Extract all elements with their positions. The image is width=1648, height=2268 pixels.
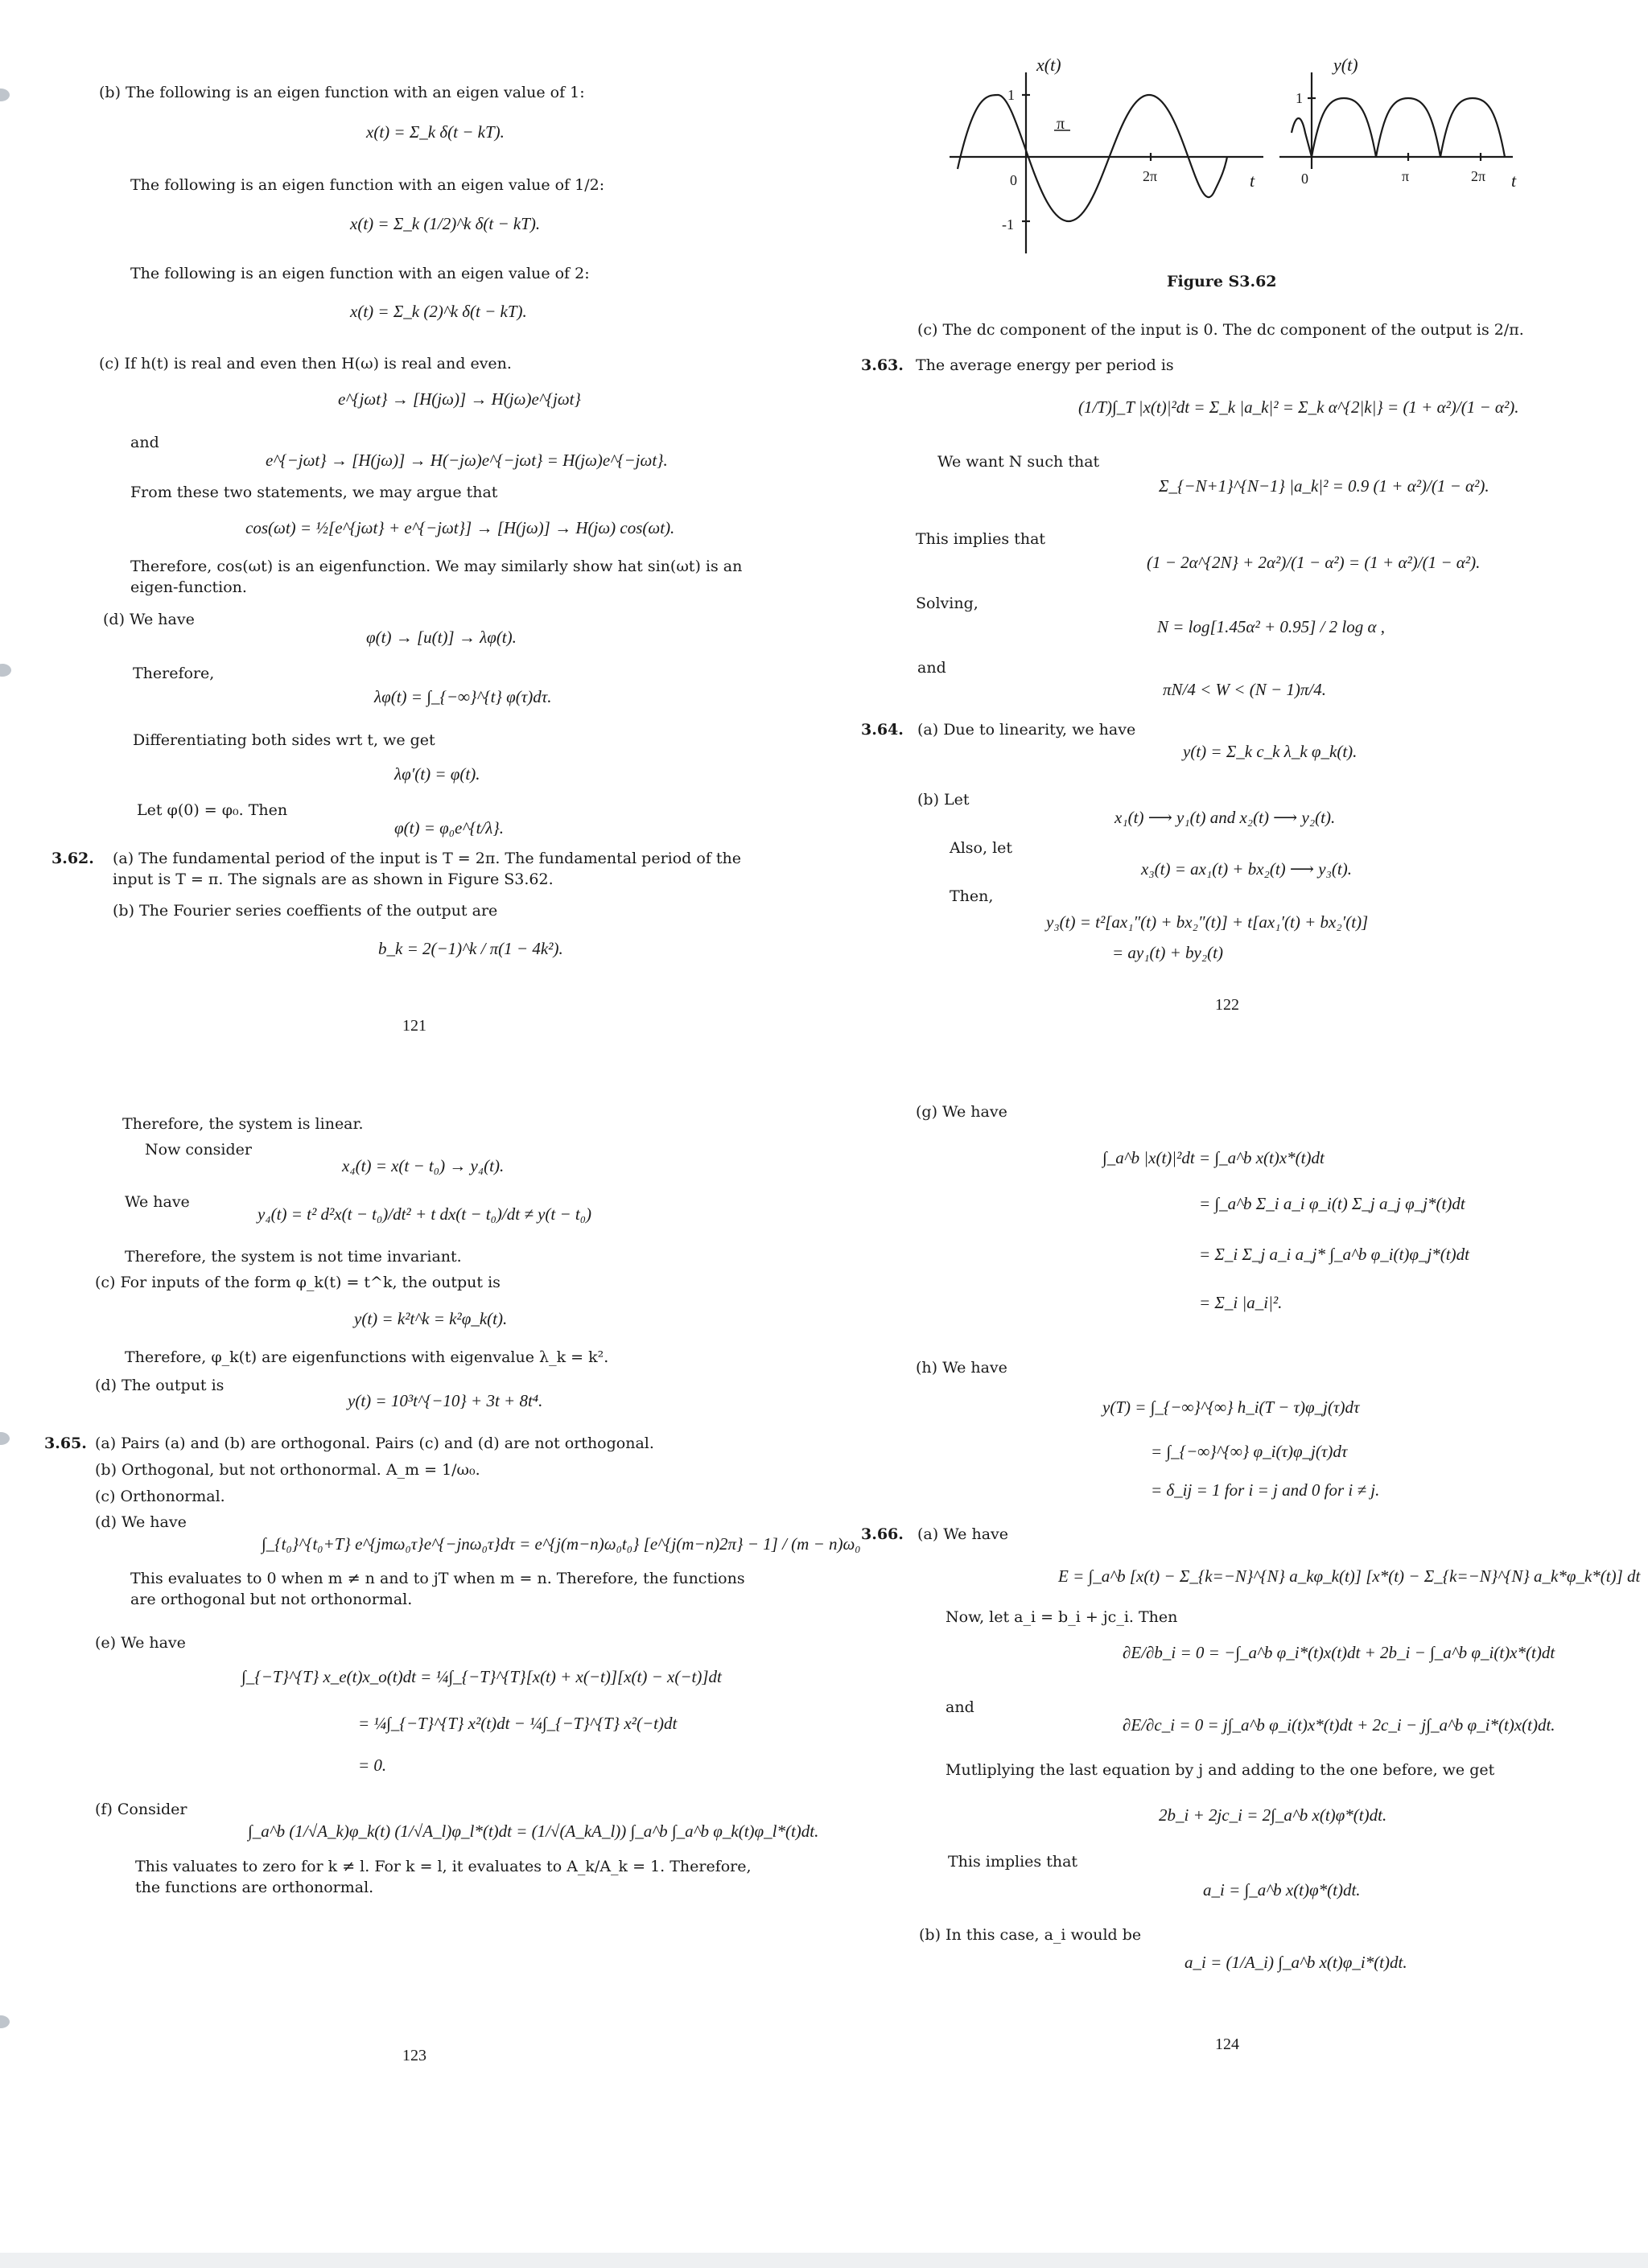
problem-3-62-label: 3.62. (52, 850, 94, 867)
q2-364b: (b) Let (917, 791, 970, 809)
q1-two-intro: The following is an eigen function with an eigen value of 2: (130, 265, 590, 282)
q4-eq-13: a_i = (1/A_i) ∫_a^b x(t)φ_i*(t)dt. (1184, 1953, 1407, 1972)
q4-eq-10: ∂E/∂c_i = 0 = j∫_a^b φ_i(t)x*(t)dt + 2c_i − j∫_a^b φ_i*(t)x(t)dt. (1123, 1715, 1555, 1735)
q4-eq-11: 2b_i + 2jc_i = 2∫_a^b x(t)φ*(t)dt. (1159, 1805, 1387, 1825)
q3-365c: (c) Orthonormal. (95, 1488, 225, 1505)
q2-eq-7: x₁(t) ⟶ y₁(t) and x₂(t) ⟶ y₂(t). (1114, 808, 1336, 827)
q1-differentiating: Differentiating both sides wrt t, we get (133, 731, 435, 749)
q4-eq-2: = ∫_a^b Σ_i a_i φ_i(t) Σ_j a_j φ_j*(t)dt (1199, 1194, 1465, 1213)
q1-c-intro: (c) If h(t) is real and even then H(ω) is real and even. (99, 355, 512, 373)
q3-e: (e) We have (95, 1634, 186, 1652)
q3-f: (f) Consider (95, 1801, 187, 1818)
x-cosine-wave (958, 95, 1227, 221)
q4-eq-4: = Σ_i |a_i|². (1199, 1293, 1283, 1312)
q3-eq-5: ∫_{t₀}^{t₀+T} e^{jmω₀τ}e^{−jnω₀τ}dτ = e^{j(m−n)ω₀t₀} [e^{j(m−n)2π} − 1] / (m − n)ω₀ (262, 1534, 861, 1554)
q4-366a: (a) We have (917, 1525, 1008, 1543)
y-plot-zero: 0 (1301, 171, 1308, 187)
x-plot-title: x(t) (1036, 55, 1061, 75)
q4-multiplying: Mutliplying the last equation by j and adding to the one before, we get (946, 1761, 1495, 1779)
page-number-121: 121 (402, 1017, 426, 1035)
q1-eq-1: x(t) = Σ_k δ(t − kT). (366, 122, 505, 142)
q2-eq-4: N = log[1.45α² + 0.95] / 2 log α , (1157, 617, 1386, 636)
q1-therefore: Therefore, (133, 665, 215, 682)
x-plot-ymin: -1 (1002, 216, 1014, 233)
q1-eq-7: φ(t) → [u(t)] → λφ(t). (366, 628, 517, 647)
x-plot-pi: π (1057, 115, 1065, 133)
problem-3-63-label: 3.63. (861, 356, 904, 374)
q1-eq-8: λφ(t) = ∫_{−∞}^{t} φ(τ)dτ. (374, 687, 552, 706)
q2-eq-3: (1 − 2α^{2N} + 2α²)/(1 − α²) = (1 + α²)/(1 − α²). (1147, 553, 1481, 572)
q1-b-intro: (b) The following is an eigen function with an eigen value of 1: (99, 84, 585, 101)
q4-b: (b) In this case, a_i would be (919, 1926, 1142, 1944)
q1-let: Let φ(0) = φ₀. Then (137, 801, 288, 819)
q4-eq-6: = ∫_{−∞}^{∞} φ_i(τ)φ_j(τ)dτ (1151, 1442, 1348, 1461)
q1-eq-5: e^{−jωt} → [H(jω)] → H(−jω)e^{−jωt} = H(jω)e^{−jωt}. (266, 451, 668, 470)
y-plot-ymax: 1 (1296, 90, 1303, 106)
q3-365a: (a) Pairs (a) and (b) are orthogonal. Pairs (c) and (d) are not orthogonal. (95, 1434, 654, 1452)
q3-365d: (d) We have (95, 1513, 187, 1531)
y-rectified-wave (1292, 98, 1505, 157)
q1-362a: (a) The fundamental period of the input is T = 2π. The fundamental period of the input is T = π. The signals are as shown in Figure S3.62. (113, 850, 742, 888)
q3-we-have: We have (125, 1193, 190, 1211)
q3-eq-8: = 0. (358, 1756, 387, 1775)
q3-d: (d) The output is (95, 1377, 225, 1394)
q4-eq-1: ∫_a^b |x(t)|²dt = ∫_a^b x(t)x*(t)dt (1102, 1148, 1325, 1167)
q1-argue: From these two statements, we may argue that (130, 484, 498, 501)
binder-hole-shadow (0, 664, 11, 677)
q2-and: and (917, 659, 946, 677)
q2-then: Then, (950, 887, 994, 905)
q4-eq-7: = δ_ij = 1 for i = j and 0 for i ≠ j. (1151, 1480, 1380, 1500)
q1-eq-2: x(t) = Σ_k (1/2)^k δ(t − kT). (350, 214, 541, 233)
q4-eq-3: = Σ_i Σ_j a_i a_j* ∫_a^b φ_i(t)φ_j*(t)dt (1199, 1245, 1469, 1264)
q2-eq-10: = ay₁(t) + by₂(t) (1112, 943, 1223, 962)
q3-orthogonal: This evaluates to 0 when m ≠ n and to jT when m = n. Therefore, the functions are orthogonal but not orthonormal. (130, 1570, 745, 1608)
q3-365b: (b) Orthogonal, but not orthonormal. A_m = 1/ω₀. (95, 1461, 480, 1479)
q3-now-consider: Now consider (145, 1141, 252, 1159)
figure-caption: Figure S3.62 (1167, 273, 1277, 290)
q4-eq-9: ∂E/∂b_i = 0 = −∫_a^b φ_i*(t)x(t)dt + 2b_i − ∫_a^b φ_i(t)x*(t)dt (1123, 1643, 1555, 1662)
figure-s3-62 (941, 48, 1537, 265)
scan-bottom-edge (0, 2253, 1648, 2268)
q4-eq-12: a_i = ∫_a^b x(t)φ*(t)dt. (1203, 1880, 1361, 1900)
q1-eq-9: λφ′(t) = φ(t). (394, 764, 480, 784)
q3-orthonormal: This valuates to zero for k ≠ l. For k = l, it evaluates to A_k/A_k = 1. Therefore, the functions are orthonormal. (135, 1858, 752, 1896)
q4-eq-5: y(T) = ∫_{−∞}^{∞} h_i(T − τ)φ_j(τ)dτ (1102, 1397, 1360, 1417)
q2-eq-9: y₃(t) = t²[ax₁″(t) + bx₂″(t)] + t[ax₁′(t) + bx₂′(t)] (1046, 912, 1369, 932)
q3-eq-7: = ¼∫_{−T}^{T} x²(t)dt − ¼∫_{−T}^{T} x²(−t)dt (358, 1714, 678, 1733)
q1-half-intro: The following is an eigen function with an eigen value of 1/2: (130, 176, 605, 194)
q1-eq-10: φ(t) = φ₀e^{t/λ}. (394, 818, 505, 838)
q4-implies: This implies that (948, 1853, 1078, 1871)
x-of-t-plot (950, 72, 1263, 253)
q4-now-let: Now, let a_i = b_i + jc_i. Then (946, 1608, 1178, 1626)
q2-implies: This implies that (916, 530, 1046, 548)
q2-eq-8: x₃(t) = ax₁(t) + bx₂(t) ⟶ y₃(t). (1141, 859, 1352, 879)
q4-h: (h) We have (916, 1359, 1007, 1377)
q2-avg-energy: The average energy per period is (916, 356, 1174, 374)
q1-d-intro: (d) We have (103, 611, 195, 628)
q3-eq-3: y(t) = k²t^k = k²φ_k(t). (354, 1309, 508, 1328)
q4-eq-8: E = ∫_a^b [x(t) − Σ_{k=−N}^{N} a_kφ_k(t)] [x*(t) − Σ_{k=−N}^{N} a_k*φ_k*(t)] dt (1058, 1566, 1641, 1586)
q3-not-time-invariant: Therefore, the system is not time invariant. (125, 1248, 462, 1266)
y-plot-title: y(t) (1333, 55, 1358, 75)
q2-solving: Solving, (916, 595, 978, 612)
q3-linear: Therefore, the system is linear. (122, 1115, 364, 1133)
y-plot-2pi: 2π (1471, 168, 1486, 184)
y-plot-t: t (1511, 171, 1517, 191)
q2-362c: (c) The dc component of the input is 0. The dc component of the output is 2/π. (917, 321, 1524, 339)
q3-eq-6: ∫_{−T}^{T} x_e(t)x_o(t)dt = ¼∫_{−T}^{T}[x(t) + x(−t)][x(t) − x(−t)]dt (241, 1667, 722, 1686)
q1-and: and (130, 434, 159, 451)
q2-eq-2: Σ_{−N+1}^{N−1} |a_k|² = 0.9 (1 + α²)/(1 − α²). (1159, 476, 1489, 496)
page-number-124: 124 (1215, 2035, 1239, 2053)
q3-c: (c) For inputs of the form φ_k(t) = t^k, the output is (95, 1274, 501, 1291)
q1-eq-11: b_k = 2(−1)^k / π(1 − 4k²). (378, 939, 563, 958)
x-plot-t: t (1250, 171, 1255, 191)
binder-hole-shadow (0, 88, 10, 101)
q3-eigenfunctions: Therefore, φ_k(t) are eigenfunctions with eigenvalue λ_k = k². (125, 1348, 609, 1366)
q4-g: (g) We have (916, 1103, 1007, 1121)
q1-eq-6: cos(ωt) = ½[e^{jωt} + e^{−jωt}] → [H(jω)] → H(jω) cos(ωt). (245, 518, 675, 537)
q1-cos-eigen: Therefore, cos(ωt) is an eigenfunction. We may similarly show hat sin(ωt) is an eigen-function. (130, 558, 743, 596)
q1-eq-3: x(t) = Σ_k (2)^k δ(t − kT). (350, 302, 527, 321)
q1-eq-4: e^{jωt} → [H(jω)] → H(jω)e^{jωt} (338, 389, 581, 409)
q2-also-let: Also, let (950, 839, 1013, 857)
q2-want-n: We want N such that (937, 453, 1100, 471)
problem-3-66-label: 3.66. (861, 1525, 904, 1543)
q3-eq-1: x₄(t) = x(t − t₀) → y₄(t). (342, 1156, 505, 1175)
x-plot-2pi: 2π (1143, 168, 1158, 184)
binder-hole-shadow (0, 2015, 10, 2028)
problem-3-65-label: 3.65. (44, 1434, 87, 1452)
x-plot-zero: 0 (1010, 172, 1017, 188)
q2-eq-1: (1/T)∫_T |x(t)|²dt = Σ_k |a_k|² = Σ_k α^{2|k|} = (1 + α²)/(1 − α²). (1078, 397, 1519, 417)
page-number-123: 123 (402, 2047, 426, 2064)
y-of-t-plot (1279, 72, 1513, 169)
q3-eq-9: ∫_a^b (1/√A_k)φ_k(t) (1/√A_l)φ_l*(t)dt = (1/√(A_kA_l)) ∫_a^b ∫_a^b φ_k(t)φ_l*(t)dt. (248, 1821, 819, 1841)
q3-eq-4: y(t) = 10³t^{−10} + 3t + 8t⁴. (348, 1391, 543, 1410)
page-number-122: 122 (1215, 996, 1239, 1014)
problem-3-64-label: 3.64. (861, 721, 904, 739)
y-plot-pi: π (1402, 168, 1410, 184)
q2-eq-6: y(t) = Σ_k c_k λ_k φ_k(t). (1183, 742, 1358, 761)
x-plot-ymax: 1 (1007, 87, 1015, 103)
q2-eq-5: πN/4 < W < (N − 1)π/4. (1163, 680, 1326, 699)
q3-eq-2: y₄(t) = t² d²x(t − t₀)/dt² + t dx(t − t₀)/dt ≠ y(t − t₀) (258, 1204, 592, 1224)
q4-and: and (946, 1698, 974, 1716)
q2-364a: (a) Due to linearity, we have (917, 721, 1136, 739)
binder-hole-shadow (0, 1432, 10, 1445)
q1-362b: (b) The Fourier series coeffients of the output are (113, 902, 498, 920)
